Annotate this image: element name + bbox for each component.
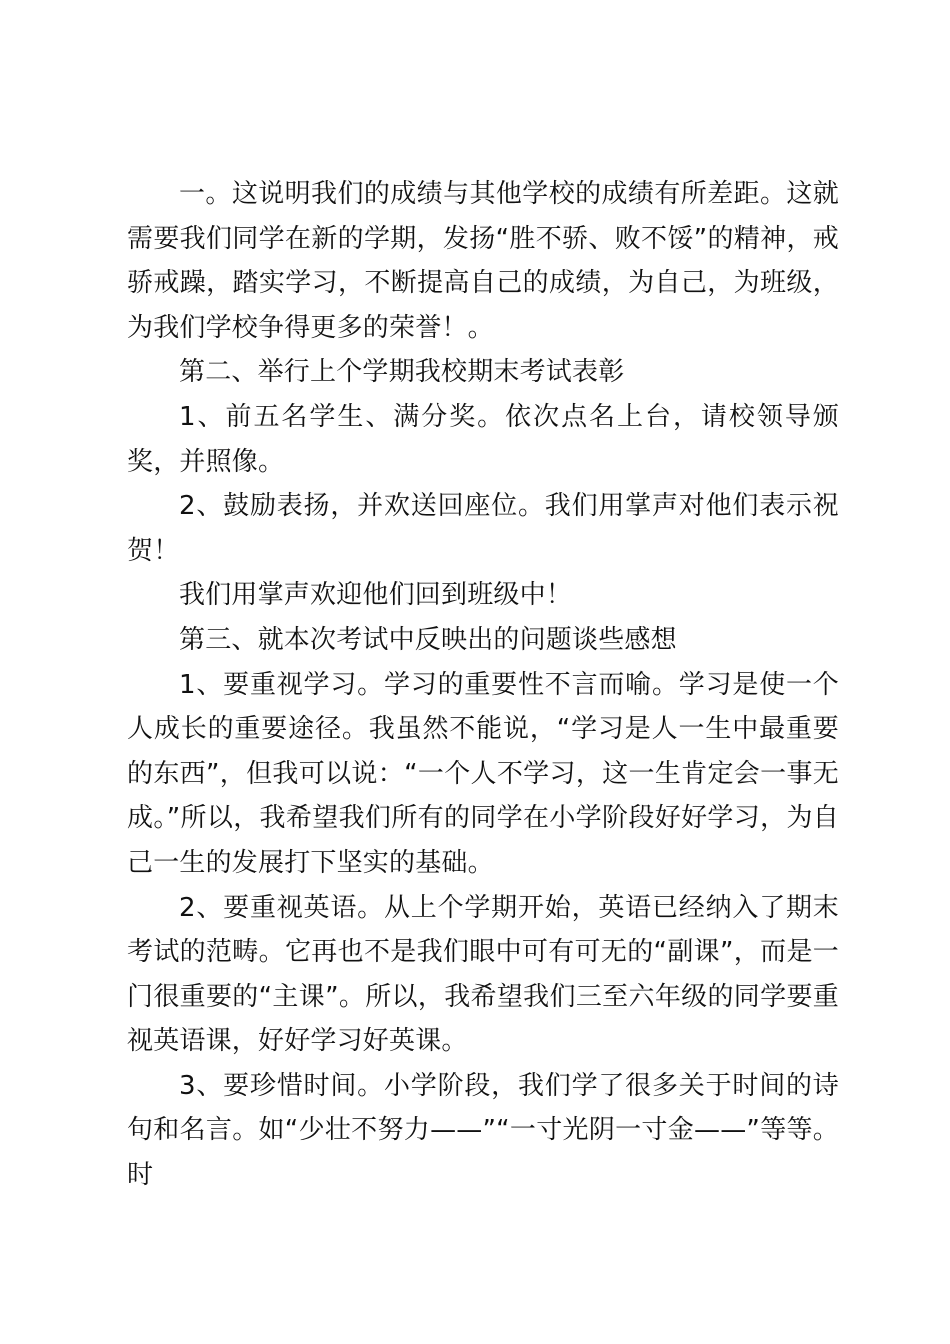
document-body [127, 172, 839, 1198]
paragraph-4: 2、鼓励表扬，并欢送回座位。我们用掌声对他们表示祝贺！ [127, 491, 839, 566]
paragraph-6: 第三、就本次考试中反映出的问题谈些感想 [179, 624, 677, 655]
paragraph-9: 3、要珍惜时间。小学阶段，我们学了很多关于时间的诗句和名言。如“少壮不努力——”“一寸光阴一寸金——”等等。时 [127, 1070, 839, 1191]
paragraph-1: 一。这说明我们的成绩与其他学校的成绩有所差距。这就需要我们同学在新的学期，发扬“胜不骄、败不馁”的精神，戒骄戒躁，踏实学习，不断提高自己的成绩，为自己，为班级，为我们学校争得更多的荣誉！。 [127, 179, 839, 343]
paragraph-2: 第二、举行上个学期我校期末考试表彰 [179, 357, 625, 388]
paragraph-5: 我们用掌声欢迎他们回到班级中！ [179, 580, 573, 611]
paragraph-8: 2、要重视英语。从上个学期开始，英语已经纳入了期末考试的范畴。它再也不是我们眼中可有可无的“副课”，而是一门很重要的“主课”。所以，我希望我们三至六年级的同学要重视英语课，好好学习好英课。 [127, 892, 839, 1057]
paragraph-7: 1、要重视学习。学习的重要性不言而喻。学习是使一个人成长的重要途径。我虽然不能说，“学习是人一生中最重要的东西”，但我可以说：“一个人不学习，这一生肯定会一事无成。”所以，我希望我们所有的同学在小学阶段好好学习，为自己一生的发展打下坚实的基础。 [127, 669, 839, 878]
paragraph-3: 1、前五名学生、满分奖。依次点名上台，请校领导颁奖，并照像。 [127, 401, 839, 477]
